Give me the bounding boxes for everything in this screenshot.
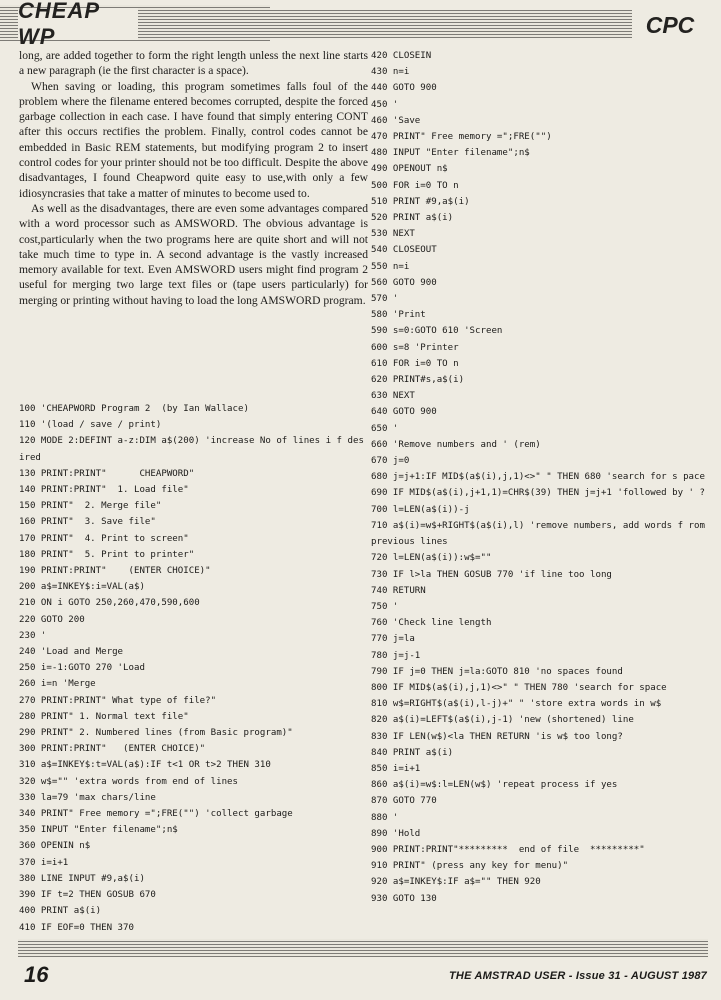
header-stripes-right xyxy=(138,10,632,38)
code-line: 670 j=0 xyxy=(371,456,410,467)
code-line: 460 'Save xyxy=(371,115,421,126)
page-header xyxy=(0,0,721,48)
code-line: 530 NEXT xyxy=(371,229,415,240)
article-body xyxy=(19,48,368,308)
code-line: 400 PRINT a$(i) xyxy=(19,906,102,917)
code-line: 760 'Check line length xyxy=(371,618,492,629)
code-line: 150 PRINT" 2. Merge file" xyxy=(19,501,162,512)
code-line: 660 'Remove numbers and ' (rem) xyxy=(371,439,541,450)
code-line: 520 PRINT a$(i) xyxy=(371,213,454,224)
code-line: 470 PRINT" Free memory =";FRE("") xyxy=(371,132,552,143)
code-line: 910 PRINT" (press any key for menu)" xyxy=(371,861,569,872)
code-line: 870 GOTO 770 xyxy=(371,796,437,807)
code-line: 750 ' xyxy=(371,601,399,612)
code-line: 170 PRINT" 4. Print to screen" xyxy=(19,533,189,544)
code-line: 140 PRINT:PRINT" 1. Load file" xyxy=(19,485,189,496)
code-line: 430 n=i xyxy=(371,67,410,78)
paragraph: As well as the disadvantages, there are even some advantages compared with a word processor such as AMSWORD. The obvious advantage is cost,particularly when the two programs here are quite short and will not take much time to type in. A second advantage is the vastly increased memory available for text. Even AMSWORD users might find program 2 useful for merging two large text files or (tape users particularly) for merging or printing without having to load the long AMSWORD program. xyxy=(19,201,368,307)
code-line: 240 'Load and Merge xyxy=(19,647,124,658)
code-line: 830 IF LEN(w$)<la THEN RETURN 'is w$ too long? xyxy=(371,731,623,742)
paragraph: long, are added together to form the right length unless the next line starts a new paragraph (ie the first character is a space). xyxy=(19,49,368,78)
code-line: 930 GOTO 130 xyxy=(371,893,437,904)
code-line: 920 a$=INKEY$:IF a$="" THEN 920 xyxy=(371,877,541,888)
code-line: 380 LINE INPUT #9,a$(i) xyxy=(19,873,145,884)
code-line: 550 n=i xyxy=(371,261,410,272)
code-line: 590 s=0:GOTO 610 'Screen xyxy=(371,326,503,337)
code-line: 500 FOR i=0 TO n xyxy=(371,180,459,191)
code-line: 620 PRINT#s,a$(i) xyxy=(371,375,465,386)
code-line: 420 CLOSEIN xyxy=(371,51,432,61)
code-line: 850 i=i+1 xyxy=(371,763,421,774)
code-line: 330 la=79 'max chars/line xyxy=(19,792,156,803)
publication-line: THE AMSTRAD USER - Issue 31 - AUGUST 1987 xyxy=(449,970,707,982)
code-line: 320 w$="" 'extra words from end of lines xyxy=(19,776,238,787)
code-line: 200 a$=INKEY$:i=VAL(a$) xyxy=(19,582,145,593)
code-line: 810 w$=RIGHT$(a$(i),l-j)+" " 'store extra words in w$ xyxy=(371,699,662,710)
code-line: 510 PRINT #9,a$(i) xyxy=(371,196,470,207)
code-line: 720 l=LEN(a$(i)):w$="" xyxy=(371,553,492,564)
code-line: 840 PRINT a$(i) xyxy=(371,747,454,758)
code-line: 250 i=-1:GOTO 270 'Load xyxy=(19,663,145,674)
code-line: 600 s=8 'Printer xyxy=(371,342,459,353)
article-title: CHEAP WP xyxy=(18,8,138,40)
code-line: 610 FOR i=0 TO n xyxy=(371,358,459,369)
code-line: 300 PRINT:PRINT" (ENTER CHOICE)" xyxy=(19,744,206,755)
code-line: 410 IF EOF=0 THEN 370 xyxy=(19,922,134,933)
code-line: 260 i=n 'Merge xyxy=(19,679,96,690)
code-line: 900 PRINT:PRINT"********* end of file *********" xyxy=(371,844,645,855)
code-line: 730 IF l>la THEN GOSUB 770 'if line too long xyxy=(371,569,612,580)
code-line: 340 PRINT" Free memory =";FRE("") 'collect garbage xyxy=(19,809,293,820)
code-line: 740 RETURN xyxy=(371,585,426,596)
code-line: 890 'Hold xyxy=(371,828,421,839)
code-line: 880 ' xyxy=(371,812,399,823)
code-line: 680 j=j+1:IF MID$(a$(i),j,1)<>" " THEN 680 'search for s pace xyxy=(371,472,705,483)
code-line: 690 IF MID$(a$(i),j+1,1)=CHR$(39) THEN j=j+1 'followed by ' ? xyxy=(371,488,705,499)
code-line: 350 INPUT "Enter filename";n$ xyxy=(19,825,178,836)
code-line: 370 i=i+1 xyxy=(19,857,69,868)
code-line: 780 j=j-1 xyxy=(371,650,421,661)
code-line: 700 l=LEN(a$(i))-j xyxy=(371,504,470,515)
code-line: 480 INPUT "Enter filename";n$ xyxy=(371,148,530,159)
paragraph: When saving or loading, this program sometimes falls foul of the problem where the filename entered becomes corrupted, despite the forced garbage collection in each case. I have found that simply entering CONT after this occurs rectifies the problem. Finally, control codes cannot be embedded in Basic REM statements, but modifying program 2 to insert control codes for your printer should not be too difficult. Despite the above disadvantages, I found Cheapword quite easy to use,with only a few idiosyncrasies that take a matter of minutes to become used to. xyxy=(19,79,368,200)
code-line: 190 PRINT:PRINT" (ENTER CHOICE)" xyxy=(19,566,211,577)
code-line: 290 PRINT" 2. Numbered lines (from Basic program)" xyxy=(19,728,293,739)
code-line: 180 PRINT" 5. Print to printer" xyxy=(19,549,195,560)
page-number: 16 xyxy=(24,962,49,987)
code-line: 580 'Print xyxy=(371,310,426,321)
code-line: 770 j=la xyxy=(371,634,415,645)
code-line: 560 GOTO 900 xyxy=(371,277,437,288)
code-line: 710 a$(i)=w$+RIGHT$(a$(i),l) 'remove numbers, add words f rom previous lines xyxy=(371,520,711,548)
code-line: 160 PRINT" 3. Save file" xyxy=(19,517,156,528)
code-line: 440 GOTO 900 xyxy=(371,83,437,94)
code-line: 650 ' xyxy=(371,423,399,434)
code-line: 120 MODE 2:DEFINT a-z:DIM a$(200) 'increase No of lines i f desired xyxy=(19,436,364,463)
code-line: 130 PRINT:PRINT" CHEAPWORD" xyxy=(19,468,195,479)
code-line: 640 GOTO 900 xyxy=(371,407,437,418)
code-line: 570 ' xyxy=(371,294,399,305)
code-line: 110 '(load / save / print) xyxy=(19,420,162,431)
code-line: 210 ON i GOTO 250,260,470,590,600 xyxy=(19,598,200,609)
code-line: 820 a$(i)=LEFT$(a$(i),j-1) 'new (shortened) line xyxy=(371,715,634,726)
code-line: 360 OPENIN n$ xyxy=(19,841,91,852)
code-line: 790 IF j=0 THEN j=la:GOTO 810 'no spaces found xyxy=(371,666,623,677)
code-line: 450 ' xyxy=(371,99,399,110)
code-listing-right xyxy=(371,48,711,907)
code-line: 390 IF t=2 THEN GOSUB 670 xyxy=(19,890,156,901)
code-line: 800 IF MID$(a$(i),j,1)<>" " THEN 780 'search for space xyxy=(371,682,667,693)
code-line: 860 a$(i)=w$:l=LEN(w$) 'repeat process if yes xyxy=(371,780,618,791)
code-line: 280 PRINT" 1. Normal text file" xyxy=(19,711,189,722)
code-line: 490 OPENOUT n$ xyxy=(371,164,448,175)
code-line: 630 NEXT xyxy=(371,391,415,402)
code-listing-left xyxy=(19,401,365,936)
code-line: 230 ' xyxy=(19,630,47,641)
code-line: 220 GOTO 200 xyxy=(19,614,85,625)
footer-stripes xyxy=(18,939,708,957)
code-line: 540 CLOSEOUT xyxy=(371,245,437,256)
section-label: CPC xyxy=(645,11,695,38)
code-line: 270 PRINT:PRINT" What type of file?" xyxy=(19,695,217,706)
code-line: 310 a$=INKEY$:t=VAL(a$):IF t<1 OR t>2 THEN 310 xyxy=(19,760,271,771)
code-line: 100 'CHEAPWORD Program 2 (by Ian Wallace) xyxy=(19,404,249,414)
